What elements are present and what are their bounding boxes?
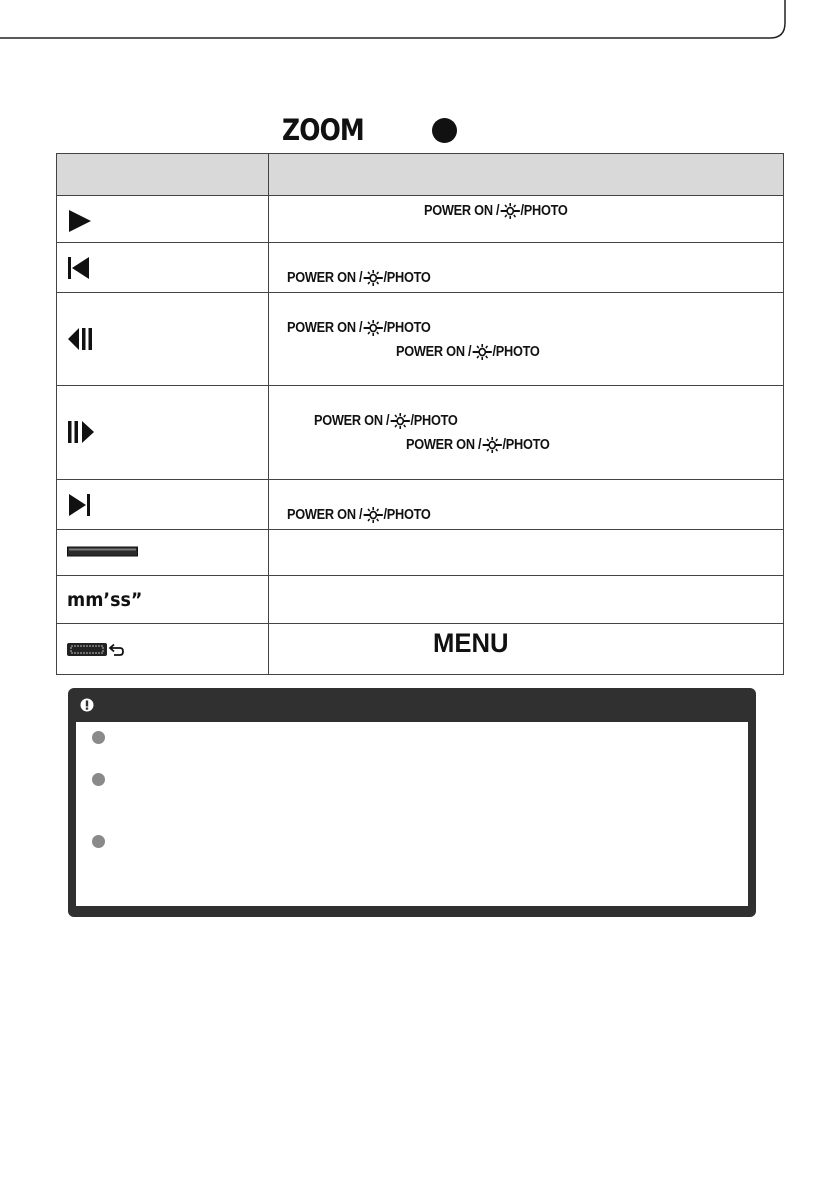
zoom-label: ZOOM	[282, 113, 364, 147]
progress-bar-icon	[67, 546, 139, 558]
power-photo-label	[314, 413, 458, 429]
sun-icon	[500, 203, 519, 219]
sun-icon	[363, 507, 382, 523]
table-row	[57, 293, 784, 386]
power-on-text: POWER ON /	[287, 320, 363, 336]
photo-text: /PHOTO	[383, 270, 431, 286]
icon-cell	[57, 293, 269, 386]
table-row	[57, 576, 784, 624]
frame-back-icon[interactable]	[67, 326, 95, 352]
photo-text: /PHOTO	[383, 507, 431, 523]
icon-cell	[57, 576, 269, 624]
description-cell	[269, 624, 784, 675]
icon-cell	[57, 196, 269, 243]
skip-to-end-icon[interactable]	[67, 492, 91, 518]
table-row	[57, 480, 784, 530]
power-photo-label	[287, 507, 431, 523]
menu-label: MENU	[433, 628, 509, 658]
description-cell	[269, 576, 784, 624]
caution-box	[68, 688, 756, 917]
photo-text: /PHOTO	[410, 413, 458, 429]
description-cell	[269, 386, 784, 480]
power-photo-label	[424, 203, 568, 219]
sun-icon	[390, 413, 409, 429]
icon-cell	[57, 530, 269, 576]
time-display: mm’ss”	[67, 588, 143, 611]
icon-cell	[57, 480, 269, 530]
table-row	[57, 386, 784, 480]
icon-cell	[57, 243, 269, 293]
power-on-text: POWER ON /	[287, 507, 363, 523]
power-on-text: POWER ON /	[424, 203, 500, 219]
play-icon[interactable]	[67, 208, 93, 234]
table-row	[57, 530, 784, 576]
power-on-text: POWER ON /	[314, 413, 390, 429]
power-photo-label	[396, 344, 540, 360]
sun-icon	[482, 437, 501, 453]
menu-return-icon[interactable]	[67, 642, 125, 658]
power-photo-label	[406, 437, 550, 453]
power-on-text: POWER ON /	[287, 270, 363, 286]
photo-text: /PHOTO	[492, 344, 540, 360]
bullet-icon	[92, 773, 105, 786]
table-row	[57, 624, 784, 675]
description-cell	[269, 480, 784, 530]
table-row	[57, 196, 784, 243]
icon-cell	[57, 624, 269, 675]
photo-text: /PHOTO	[520, 203, 568, 219]
page-top-rule	[0, 0, 800, 70]
description-cell	[269, 530, 784, 576]
power-photo-label	[287, 320, 431, 336]
photo-text: /PHOTO	[502, 437, 550, 453]
icon-cell	[57, 386, 269, 480]
playback-controls-table	[56, 153, 784, 675]
sun-icon	[472, 344, 491, 360]
bullet-icon	[92, 835, 105, 848]
power-photo-label	[287, 270, 431, 286]
sun-icon	[363, 270, 382, 286]
record-dot-icon	[432, 118, 457, 143]
sun-icon	[363, 320, 382, 336]
power-on-text: POWER ON /	[406, 437, 482, 453]
photo-text: /PHOTO	[383, 320, 431, 336]
bullet-icon	[92, 731, 105, 744]
skip-to-start-icon[interactable]	[67, 255, 91, 281]
frame-forward-icon[interactable]	[67, 419, 95, 445]
power-on-text: POWER ON /	[396, 344, 472, 360]
table-header-row	[57, 154, 784, 196]
header-cell-icon	[57, 154, 269, 196]
table-row	[57, 243, 784, 293]
caution-icon	[79, 697, 95, 713]
description-cell	[269, 243, 784, 293]
description-cell	[269, 196, 784, 243]
header-cell-description	[269, 154, 784, 196]
description-cell	[269, 293, 784, 386]
section-heading	[282, 112, 377, 148]
caution-content	[76, 722, 748, 906]
